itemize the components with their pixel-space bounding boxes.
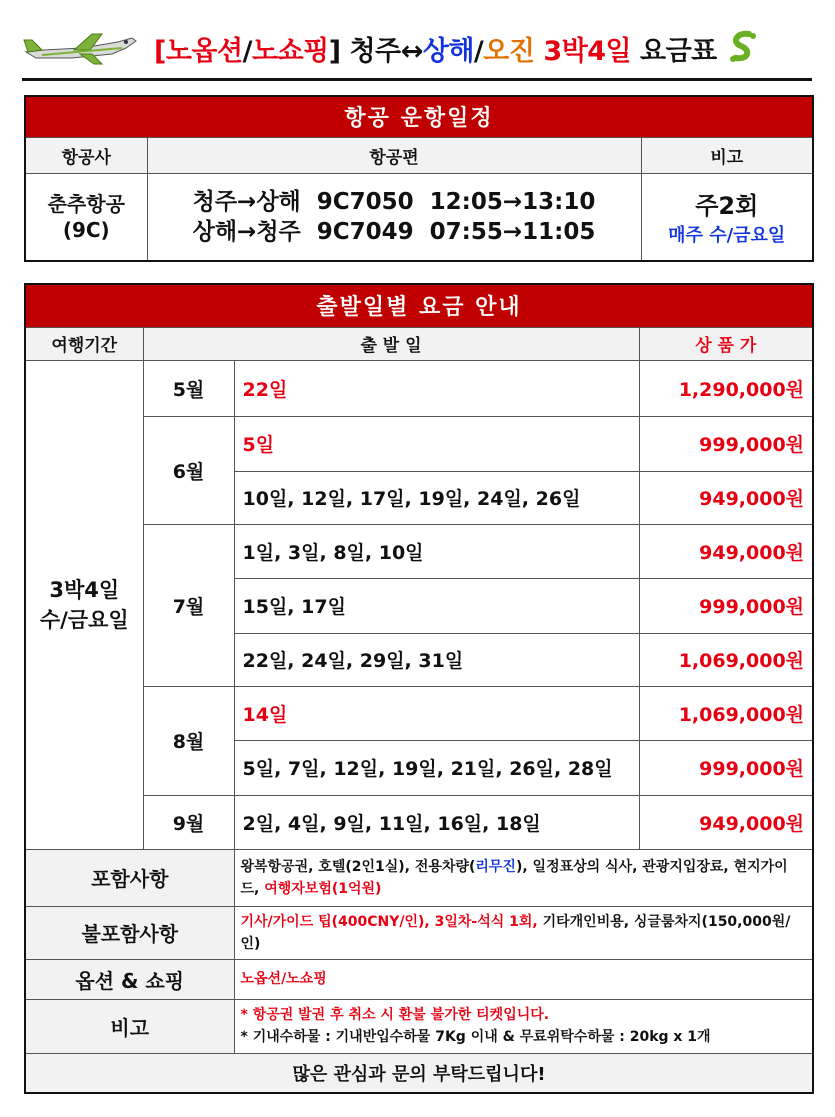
flight-note (641, 173, 813, 261)
col-departure: 출 발 일 (143, 327, 639, 360)
title-part: 오진 (483, 35, 535, 67)
departure-dates: 5일, 7일, 12일, 19일, 21일, 26일, 28일 (234, 740, 639, 795)
col-airline: 항공사 (25, 137, 147, 173)
footer-message: 많은 관심과 문의 부탁드립니다! (25, 1053, 813, 1093)
month-cell: 8월 (143, 686, 234, 795)
price-cell: 1,069,000원 (639, 633, 813, 686)
title-part: 노옵션 (165, 35, 243, 67)
title-part: ↔ (400, 35, 423, 67)
price-cell: 999,000원 (639, 416, 813, 471)
fare-banner: 출발일별 요금 안내 (25, 284, 813, 327)
fare-table (24, 283, 814, 1094)
departure-dates: 10일, 12일, 17일, 19일, 24일, 26일 (234, 471, 639, 524)
col-period: 여행기간 (25, 327, 143, 360)
route-outbound: 청주→상해 9C7050 12:05→13:10 (192, 188, 596, 215)
departure-dates: 15일, 17일 (234, 578, 639, 633)
airline-code: (9C) (62, 217, 110, 242)
period-days: 수/금요일 (39, 607, 129, 632)
period-duration: 3박4일 (49, 577, 120, 602)
excluded-part: 기타개인비용, 싱글룸차지(150,000원/인) (240, 913, 791, 952)
title-part: 3박4일 (534, 35, 632, 67)
month-cell: 7월 (143, 524, 234, 686)
title-part: / (473, 35, 484, 67)
month-cell: 6월 (143, 416, 234, 524)
col-note: 비고 (641, 137, 813, 173)
departure-dates: 14일 (234, 686, 639, 740)
title-part: 노쇼핑 (251, 35, 329, 67)
brand-logo-icon (723, 28, 763, 68)
fare-row (25, 524, 813, 578)
page-title (154, 29, 717, 68)
remark-line-1: * 항공권 발권 후 취소 시 환불 불가한 티켓입니다. (240, 1007, 550, 1023)
departure-dates: 1일, 3일, 8일, 10일 (234, 524, 639, 578)
option-value: 노옵션/노쇼핑 (234, 959, 813, 999)
page-header (22, 22, 812, 74)
route-inbound: 상해→청주 9C7049 07:55→11:05 (192, 218, 596, 245)
period-cell (25, 360, 143, 849)
included-part: 리무진 (475, 858, 516, 875)
excluded-part: 기사/가이드 팁(400CNY/인), 3일차-석식 1회, (240, 913, 538, 930)
title-part: / (242, 35, 252, 67)
col-price: 상 품 가 (639, 327, 813, 360)
option-label: 옵션 & 쇼핑 (25, 959, 234, 999)
included-part: ), 일정표상의 식사, 관광지입장료, 현지가이드, (240, 858, 788, 897)
remark-label: 비고 (25, 999, 234, 1053)
price-cell: 1,069,000원 (639, 686, 813, 740)
month-cell: 9월 (143, 795, 234, 849)
airline-cell (25, 173, 147, 261)
title-part: ] 청주 (328, 35, 401, 67)
included-part: 왕복항공권, 호텔(2인1실), 전용차량( (240, 858, 476, 875)
col-flight: 항공편 (147, 137, 641, 173)
title-part: 요금표 (631, 35, 717, 67)
price-cell: 999,000원 (639, 740, 813, 795)
note-days: 매주 수/금요일 (668, 225, 786, 247)
price-cell: 949,000원 (639, 471, 813, 524)
airplane-icon (22, 28, 140, 68)
header-rule (22, 78, 812, 81)
fare-row (25, 360, 813, 416)
flight-schedule-table (24, 95, 814, 262)
included-label: 포함사항 (25, 849, 234, 906)
included-text (234, 849, 813, 906)
fare-row (25, 686, 813, 740)
excluded-label: 불포함사항 (25, 906, 234, 959)
note-frequency: 주2회 (695, 192, 759, 221)
flight-banner: 항공 운항일정 (25, 96, 813, 137)
departure-dates: 5일 (234, 416, 639, 471)
departure-dates: 22일, 24일, 29일, 31일 (234, 633, 639, 686)
departure-dates: 22일 (234, 360, 639, 416)
flight-routes (147, 173, 641, 261)
fare-row (25, 416, 813, 471)
departure-dates: 2일, 4일, 9일, 11일, 16일, 18일 (234, 795, 639, 849)
remark-line-2: * 기내수하물 : 기내반입수하물 7Kg 이내 & 무료위탁수하물 : 20kg x 1개 (240, 1029, 711, 1045)
title-part: 상해 (422, 35, 474, 67)
price-cell: 949,000원 (639, 524, 813, 578)
price-cell: 949,000원 (639, 795, 813, 849)
title-part: [ (154, 35, 166, 67)
included-part: 여행자보험(1억원) (264, 880, 382, 897)
price-cell: 999,000원 (639, 578, 813, 633)
airline-name: 춘추항공 (47, 191, 125, 216)
remark-text (234, 999, 813, 1053)
price-cell: 1,290,000원 (639, 360, 813, 416)
month-cell: 5월 (143, 360, 234, 416)
fare-row (25, 795, 813, 849)
excluded-text (234, 906, 813, 959)
